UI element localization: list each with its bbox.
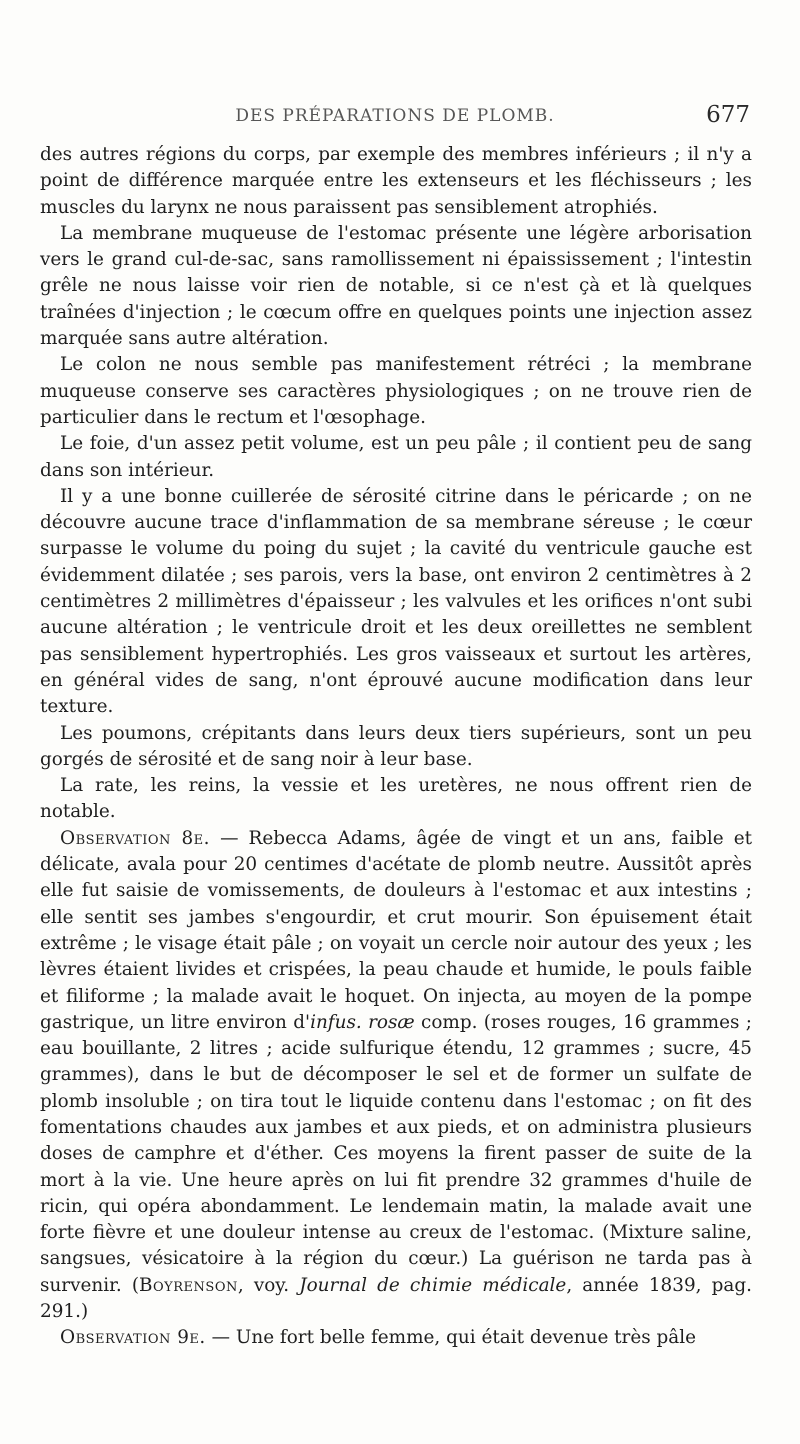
observation-8-author: Boyrenson — [139, 1274, 238, 1296]
observation-8-label: Observation 8e. — [60, 827, 210, 849]
paragraph-liver: Le foie, d'un assez petit volume, est un peu pâle ; il contient peu de sang dans son intérieur. — [40, 433, 752, 481]
running-title: DES PRÉPARATIONS DE PLOMB. — [235, 106, 555, 126]
observation-9-label: Observation 9e. — [60, 1327, 206, 1349]
observation-8-journal: Journal de chimie médicale — [299, 1274, 567, 1296]
paragraph-heart: Il y a une bonne cuillerée de sérosité citrine dans le péricarde ; on ne découvre aucune trace d'inflammation de sa membrane séreuse ; le cœur surpasse le volume du poing du sujet ; la cavité du ventricule gauche est évidemment dilatée ; ses parois, vers la base, ont environ 2 centimètres à 2 centimètres 2 millimètres d'épaisseur ; les valvules et les orifices n'ont subi aucune altération ; le ventricule droit et les deux oreillettes ne semblent pas sensiblement hypertrophiés. Les gros vaisseaux et surtout les artères, en général vides de sang, n'ont éprouvé aucune modification dans leur texture. — [40, 485, 752, 718]
paragraph-observation-9 — [40, 1325, 752, 1351]
page-header — [40, 102, 750, 136]
observation-8-text-b: comp. (roses rouges, 16 grammes ; eau bouillante, 2 litres ; acide sulfurique étendu, 12 grammes ; sucre, 45 grammes), dans le but de décomposer le sel et de former un sulfate de plomb insoluble ; on tira tout le liquide contenu dans l'estomac ; on fit des fomentations chaudes aux jambes et aux pieds, et on administra plusieurs doses de camphre et d'éther. Ces moyens la firent passer de suite de la mort à la vie. Une heure après on lui fit prendre 32 grammes d'huile de ricin, qui opéra abondamment. Le lendemain matin, la malade avait une forte fièvre et une douleur intense au creux de l'estomac. (Mixture saline, sangsues, vésicatoire à la région du cœur.) La guérison ne tarda pas à survenir. ( — [40, 1011, 752, 1296]
observation-8-text-d: , année 1839, pag. 291.) — [40, 1274, 752, 1323]
observation-9-text: — Une fort belle femme, qui était devenue très pâle — [205, 1327, 697, 1349]
paragraph-colon: Le colon ne nous semble pas manifestement rétréci ; la membrane muqueuse conserve ses caractères physiologiques ; on ne trouve rien de particulier dans le rectum et l'œsophage. — [40, 354, 752, 428]
paragraph-lungs: Les poumons, crépitants dans leurs deux tiers supérieurs, sont un peu gorgés de sérosité et de sang noir à leur base. — [40, 722, 752, 770]
observation-8-text-c: , voy. — [237, 1274, 300, 1296]
paragraph-observation-8 — [40, 826, 752, 1326]
observation-8-text-a: — Rebecca Adams, âgée de vingt et un ans, faible et délicate, avala pour 20 centimes d'acétate de plomb neutre. Aussitôt après elle fut saisie de vomissements, de douleurs à l'estomac et aux intestins ; elle sentit ses jambes s'engourdir, et crut mourir. Son épuisement était extrême ; le visage était pâle ; on voyait un cercle noir autour des yeux ; les lèvres étaient livides et crispées, la peau chaude et humide, le pouls faible et filiforme ; la malade avait le hoquet. On injecta, au moyen de la pompe gastrique, un litre environ d' — [40, 827, 752, 1033]
page-number: 677 — [706, 102, 750, 128]
paragraph-continuation: des autres régions du corps, par exemple des membres inférieurs ; il n'y a point de différence marquée entre les extenseurs et les fléchisseurs ; les muscles du larynx ne nous paraissent pas sensiblement atrophiés. — [40, 144, 752, 218]
paragraph-stomach: La membrane muqueuse de l'estomac présente une légère arborisation vers le grand cul-de-sac, sans ramollissement ni épaississement ; l'intestin grêle ne nous laisse voir rien de notable, si ce n'est çà et là quelques traînées d'injection ; le cœcum offre en quelques points une injection assez marquée sans autre altération. — [40, 222, 752, 350]
paragraph-spleen: La rate, les reins, la vessie et les uretères, ne nous offrent rien de notable. — [40, 775, 752, 823]
body-text — [40, 142, 752, 1352]
observation-8-italic-a: infus. rosæ — [310, 1011, 415, 1033]
